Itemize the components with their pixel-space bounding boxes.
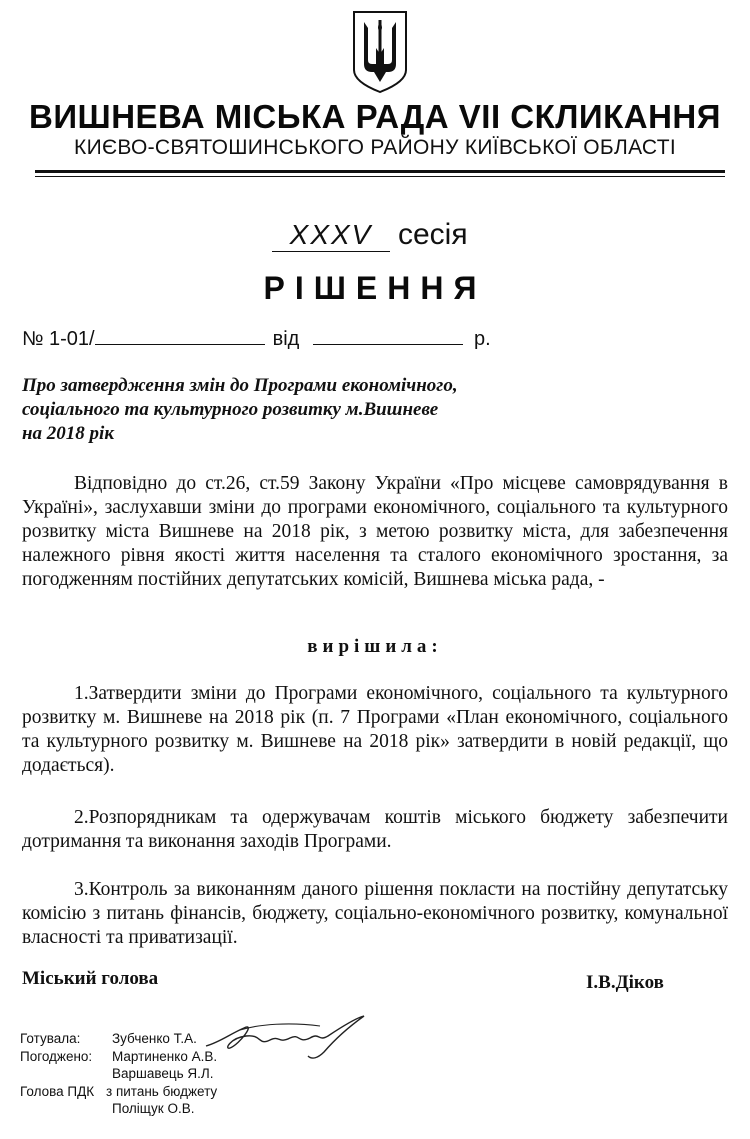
header-rule-thick [35, 170, 725, 173]
number-blank [95, 326, 265, 345]
prepared-name: Зубченко Т.А. [112, 1031, 197, 1046]
session-line [272, 218, 468, 252]
subject-line: соціального та культурного розвитку м.Вишневе [22, 399, 439, 420]
coat-of-arms-trident-icon [350, 8, 410, 96]
header-rule-thin [35, 176, 725, 177]
pdk-label: Голова ПДК [20, 1083, 95, 1099]
date-blank [313, 326, 463, 345]
district-subtitle: КИЄВО-СВЯТОШИНСЬКОГО РАЙОНУ КИЇВСЬКОЇ ОБЛАСТІ [74, 136, 676, 159]
decision-item-2: 2.Розпорядникам та одержувачам коштів міського бюджету забезпечити дотримання та виконання заходів Програми. [22, 807, 728, 852]
agreed-name-1: Мартиненко А.В. [112, 1048, 218, 1064]
number-prefix: № 1-01/ [22, 328, 95, 350]
decision-subject [22, 374, 542, 446]
handwritten-signature [200, 1008, 370, 1064]
resolved-heading: вирішила: [307, 636, 443, 657]
council-name: ВИШНЕВА МІСЬКА РАДА VII СКЛИКАННЯ [29, 98, 721, 135]
prepared-label: Готувала: [20, 1031, 81, 1046]
subject-line: на 2018 рік [22, 423, 114, 444]
decision-item-1: 1.Затвердити зміни до Програми економічного, соціального та культурного розвитку м. Вишневе на 2018 рік (п. 7 Програми «План економічного, соціального та культурного розвитку м. Вишневе на 2018 рік» затвердити в новій редакції, що додається). [22, 683, 728, 776]
agreed-label: Погоджено: [20, 1048, 93, 1064]
mayor-name: І.В.Діков [586, 972, 664, 993]
mayor-label: Міський голова [22, 968, 159, 989]
pdk-name: Поліщук О.В. [112, 1101, 195, 1116]
intro-paragraph: Відповідно до ст.26, ст.59 Закону України «Про місцеве самоврядування в Україні», заслухавши зміни до програми економічного, соціального та культурного розвитку міста Вишневе на 2018 рік, з метою розвитку міста, для забезпечення належного рівня якості життя населення та сталого економічного зростання, за погодженням постійних депутатських комісій, Вишнева міська рада, - [22, 473, 728, 590]
subject-line: Про затвердження змін до Програми економічного, [22, 375, 458, 396]
decision-number-line [22, 326, 491, 351]
session-label: сесія [398, 218, 468, 251]
date-from-label: від [272, 328, 300, 350]
session-number: XXXV [272, 219, 390, 252]
year-suffix: р. [474, 328, 491, 350]
decision-item-3: 3.Контроль за виконанням даного рішення покласти на постійну депутатську комісію з питань фінансів, бюджету, соціально-економічного розвитку, комунальної власності та приватизації. [22, 879, 728, 948]
pdk-committee: з питань бюджету [106, 1083, 218, 1099]
decision-title: РІШЕННЯ [263, 270, 487, 306]
agreed-name-2: Варшавець Я.Л. [112, 1066, 214, 1081]
